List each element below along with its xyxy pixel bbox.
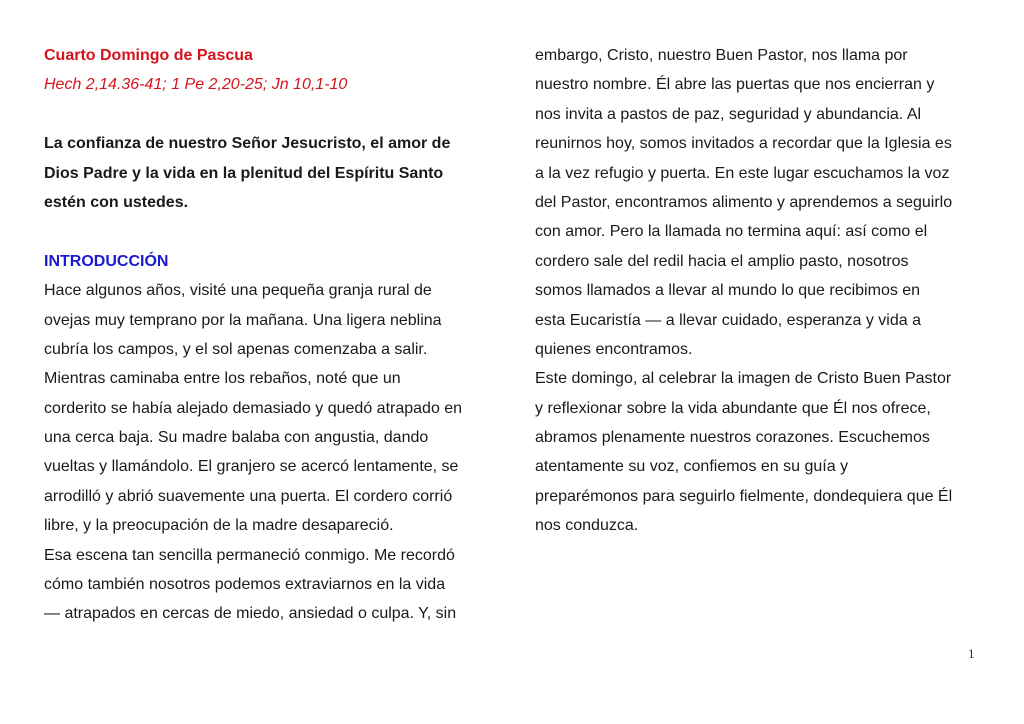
body-line: a la vez refugio y puerta. En este lugar escuchamos la voz — [535, 164, 950, 182]
body-line: esta Eucaristía — a llevar cuidado, esperanza y vida a — [535, 311, 921, 329]
body-line: abramos plenamente nuestros corazones. Escuchemos — [535, 429, 930, 447]
document-title: Cuarto Domingo de Pascua — [44, 47, 253, 64]
section-heading: INTRODUCCIÓN — [44, 252, 169, 270]
greeting-line: estén con ustedes. — [44, 193, 189, 211]
body-line: arrodilló y abrió suavemente una puerta. El cordero corrió — [44, 487, 453, 505]
right-column — [535, 41, 995, 541]
body-line: reunirnos hoy, somos invitados a recordar que la Iglesia es — [535, 135, 952, 153]
body-line: nuestro nombre. Él abre las puertas que nos encierran y — [535, 76, 935, 94]
body-line: preparémonos para seguirlo fielmente, dondequiera que Él — [535, 487, 953, 505]
body-line: — atrapados en cercas de miedo, ansiedad o culpa. Y, sin — [44, 605, 457, 623]
body-line: somos llamados a llevar al mundo lo que recibimos en — [535, 282, 921, 300]
body-line: y reflexionar sobre la vida abundante que Él nos ofrece, — [535, 399, 931, 417]
body-line: una cerca baja. Su madre balaba con angustia, dando — [44, 429, 429, 447]
body-line: ovejas muy temprano por la mañana. Una ligera neblina — [44, 311, 442, 329]
body-line: cordero sale del redil hacia el amplio pasto, nosotros — [535, 252, 909, 270]
body-line: embargo, Cristo, nuestro Buen Pastor, nos llama por — [535, 47, 908, 64]
body-line: Esa escena tan sencilla permaneció conmigo. Me recordó — [44, 546, 455, 564]
greeting-line: Dios Padre y la vida en la plenitud del Espíritu Santo — [44, 164, 444, 182]
body-line: Hace algunos años, visité una pequeña granja rural de — [44, 282, 432, 300]
body-line: cómo también nosotros podemos extraviarnos en la vida — [44, 576, 446, 594]
body-line: atentamente su voz, confiemos en su guía y — [535, 458, 849, 476]
body-line: cubría los campos, y el sol apenas comenzaba a salir. — [44, 340, 428, 358]
body-line: Este domingo, al celebrar la imagen de Cristo Buen Pastor — [535, 370, 952, 388]
greeting-line: La confianza de nuestro Señor Jesucristo, el amor de — [44, 135, 451, 153]
body-line: Mientras caminaba entre los rebaños, noté que un — [44, 370, 401, 388]
body-line: corderito se había alejado demasiado y quedó atrapado en — [44, 399, 463, 417]
scripture-readings: Hech 2,14.36-41; 1 Pe 2,20-25; Jn 10,1-10 — [44, 76, 348, 94]
spacer — [44, 100, 504, 129]
body-line: del Pastor, encontramos alimento y aprendemos a seguirlo — [535, 193, 953, 211]
body-line: libre, y la preocupación de la madre desapareció. — [44, 517, 394, 535]
page-number: 1 — [968, 646, 975, 661]
body-line: vueltas y llamándolo. El granjero se acercó lentamente, se — [44, 458, 459, 476]
body-line: quienes encontramos. — [535, 340, 693, 358]
body-line: con amor. Pero la llamada no termina aquí: así como el — [535, 223, 928, 241]
spacer — [44, 217, 504, 246]
body-line: nos invita a pastos de paz, seguridad y abundancia. Al — [535, 105, 922, 123]
body-line: nos conduzca. — [535, 517, 639, 535]
left-column — [44, 41, 504, 629]
